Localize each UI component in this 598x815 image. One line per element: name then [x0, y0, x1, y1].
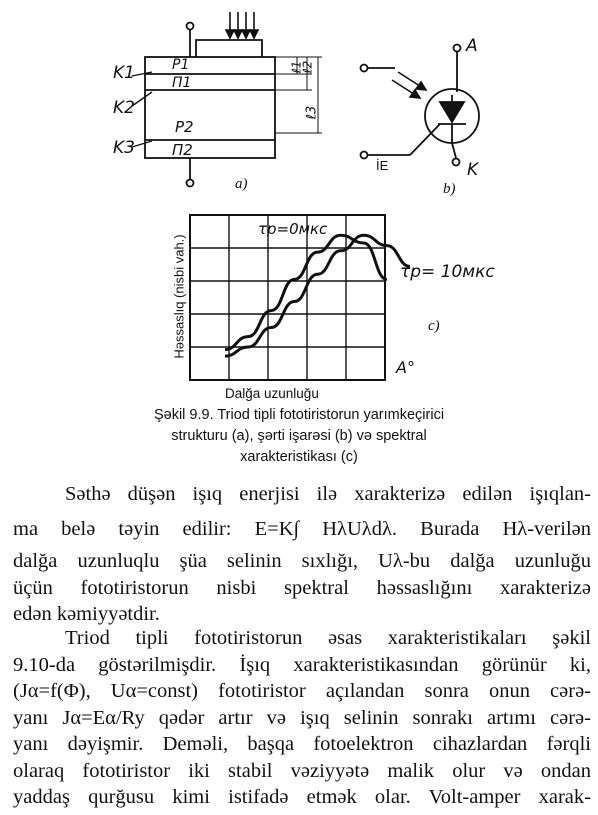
label-p1: P1	[172, 57, 190, 73]
text-line: edən kəmiyyətdir.	[13, 603, 160, 625]
label-l1: ℓ1	[289, 60, 304, 74]
label-l2: ℓ2	[300, 60, 315, 74]
annotation-tau-10: τp= 10мкс	[400, 262, 495, 282]
label-k2: K2	[113, 98, 135, 118]
spectral-chart	[190, 215, 390, 380]
chart-x-label: Dalğa uzunluğu	[225, 386, 319, 401]
label-anode: A	[466, 36, 478, 56]
series-line-0	[225, 235, 387, 349]
text-line: yanı Jα=Eα/Ry qədər artır və işıq selinin sonrakı artımı cərə-	[13, 706, 591, 729]
text-line: yaddaş qurğusu kimi istifadə etmək olar. Volt-amper xarak-	[13, 786, 591, 808]
text-line: yanı dəyişmir. Deməli, başqa fotoelektron cihazlardan fərqli	[13, 733, 591, 755]
paragraph-2	[13, 625, 591, 811]
label-k1: K1	[113, 63, 135, 83]
figure-b-symbol	[0, 0, 598, 200]
chart-x-unit: A°	[396, 358, 415, 377]
label-k3: K3	[113, 138, 135, 158]
text-line: olaraq fototiristor iki stabil vəziyyətə malik olur və ondan	[13, 759, 591, 782]
text-line: 9.10-da göstərilmişdir. İşıq xarakteristikasından görünür ki,	[13, 653, 591, 676]
paragraph-1	[13, 481, 591, 628]
figure-c-tag: c)	[428, 318, 440, 334]
caption-line: strukturu (a), şərti işarəsi (b) və spektral	[171, 428, 427, 444]
label-gate: İE	[376, 158, 389, 173]
figure-a-tag: a)	[235, 176, 248, 192]
figure-b-tag: b)	[443, 181, 456, 197]
text-line: dalğa uzunluqlu şüa selinin sıxlığı, Uλ-bu dalğa uzunluğu	[13, 550, 591, 572]
label-n2: П2	[172, 141, 193, 159]
label-l3: ℓ3	[304, 105, 320, 120]
text-line: Səthə düşən işıq enerjisi ilə xarakterizə edilən işıqlan-	[65, 483, 591, 505]
text-line: üçün fototiristorun nisbi spektral həssaslığını xarakterizə	[13, 576, 591, 599]
text-line: Triod tipli fototiristorun əsas xarakteristikaları şəkil	[65, 627, 591, 649]
caption-line: Şəkil 9.9. Triod tipli fototiristorun yarımkeçirici	[153, 407, 445, 423]
label-p2: P2	[175, 118, 194, 136]
text-line: ma belə təyin edilir: E=K∫ HλUλdλ. Burada Hλ-verilən	[13, 517, 591, 540]
caption-line: xarakteristikası (c)	[240, 449, 358, 465]
annotation-tau-0: τp=0мкс	[258, 220, 328, 238]
figure-caption	[40, 405, 558, 468]
text-line: (Jα=f(Φ), Uα=const) fototiristor açılandan sonra onun cərə-	[13, 680, 591, 702]
label-n1: П1	[172, 75, 192, 91]
label-cathode: K	[467, 160, 479, 180]
chart-y-label: Həssaslıq (nisbi vah.)	[171, 234, 187, 359]
